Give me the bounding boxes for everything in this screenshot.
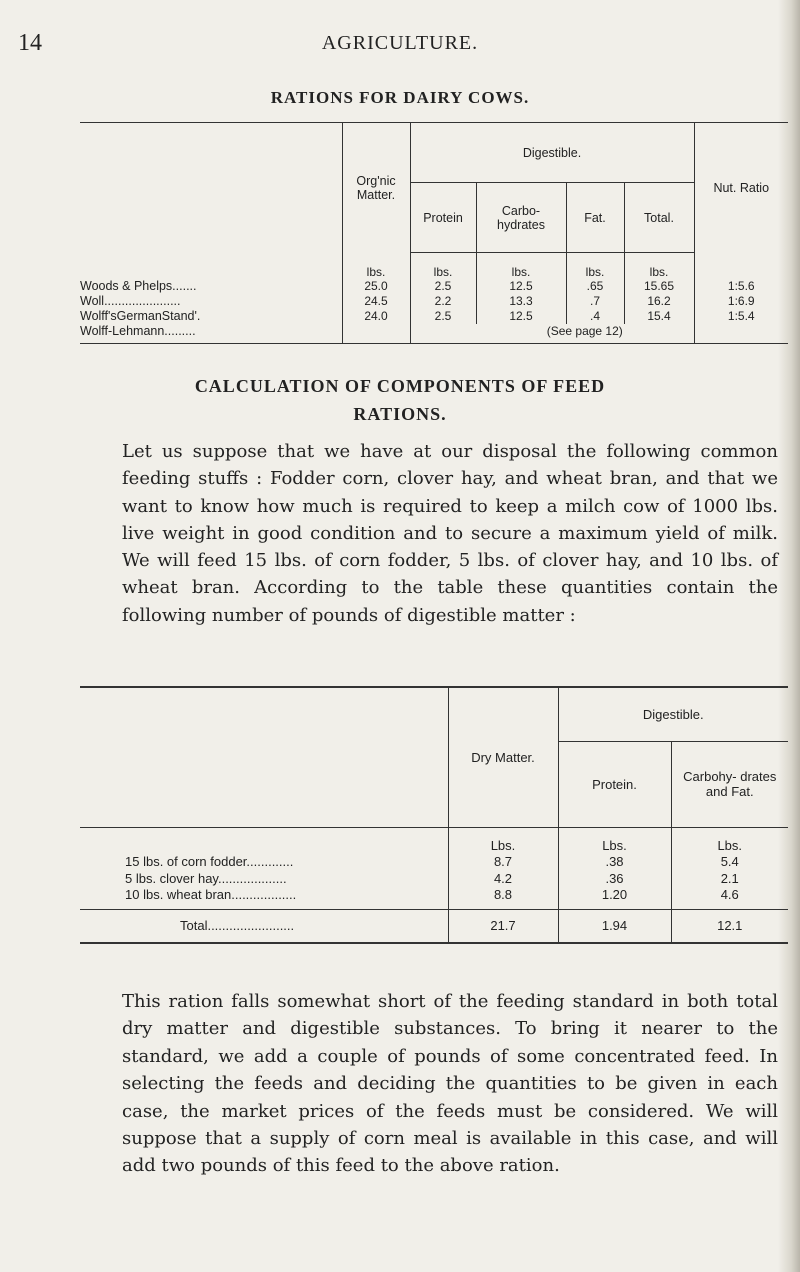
total-dry: 21.7 [448,909,558,943]
running-head [0,30,800,60]
cell-protein: .38 [558,853,671,870]
row-label: 15 lbs. of corn fodder............. [125,854,294,869]
cell-dry: 8.8 [448,887,558,909]
total-label: Total........................ [80,909,448,943]
header-digestible: Digestible. [558,687,788,741]
header-protein: Protein [410,183,476,253]
cell-protein: 2.5 [410,279,476,294]
see-page-note: (See page 12) [476,324,694,344]
header-total: Total. [624,183,694,253]
cell-carbo: 4.6 [671,887,788,909]
header-fat: Fat. [566,183,624,253]
cell-carbo: 2.1 [671,870,788,887]
cell-orgnic: 24.0 [342,309,410,324]
cell-empty [410,324,476,344]
unit-cell: Lbs. [448,827,558,853]
row-label: Woods & Phelps....... [80,279,197,293]
cell-dry: 8.7 [448,853,558,870]
row-label: Woll...................... [80,294,181,308]
cell-fat: .7 [566,294,624,309]
header-nut-ratio: Nut. Ratio [694,123,788,253]
unit-cell: lbs. [566,253,624,279]
cell-ratio: 1:5.6 [694,279,788,294]
cell-carbo: 12.5 [476,309,566,324]
row-label: 10 lbs. wheat bran.................. [125,887,297,902]
header-carbohydrates-fat: Carbohy- drates and Fat. [671,741,788,827]
row-label: Wolff'sGermanStand'. [80,309,201,323]
cell-empty [342,324,410,344]
cell-ratio: 1:6.9 [694,294,788,309]
unit-cell: lbs. [476,253,566,279]
row-label: 5 lbs. clover hay................... [125,871,287,886]
total-carbo: 12.1 [671,909,788,943]
cell-carbo: 5.4 [671,853,788,870]
header-protein: Protein. [558,741,671,827]
digestible-matter-table [80,686,788,944]
cell-orgnic: 24.5 [342,294,410,309]
rations-table [80,122,788,344]
header-dry-matter: Dry Matter. [448,687,558,827]
cell-fat: .65 [566,279,624,294]
unit-cell: lbs. [342,253,410,279]
header-carbohydrates: Carbo- hydrates [476,183,566,253]
cell-dry: 4.2 [448,870,558,887]
cell-protein: 1.20 [558,887,671,909]
section-title-calculation [0,372,800,428]
unit-cell: Lbs. [671,827,788,853]
table2-header-blank [80,687,448,827]
cell-protein: 2.5 [410,309,476,324]
cell-fat: .4 [566,309,624,324]
section-title-rations: RATIONS FOR DAIRY COWS. [270,88,530,107]
units-blank [80,827,448,853]
cell-empty [694,324,788,344]
section-title-line: CALCULATION OF COMPONENTS OF FEED [194,376,606,396]
cell-carbo: 12.5 [476,279,566,294]
cell-orgnic: 25.0 [342,279,410,294]
paragraph-conclusion: This ration falls somewhat short of the feeding standard in both total dry matter and digestible substances. To bring it nearer to the standard, we add a couple of pounds of some concentrated feed. In selecting the feeds and deciding the quantities to be given in each case, the market prices of the feeds must be considered. We will suppose that a supply of corn meal is available in this case, and will add two pounds of this feed to the above ration. [122,991,778,1177]
rations-header-blank [80,123,342,253]
cell-total: 15.4 [624,309,694,324]
unit-cell-blank [694,253,788,279]
running-title: AGRICULTURE. [321,32,479,54]
section-title-line: RATIONS. [353,404,447,424]
units-blank [80,253,342,279]
cell-protein: .36 [558,870,671,887]
header-orgnic-matter: Org'nic Matter. [342,123,410,253]
cell-ratio: 1:5.4 [694,309,788,324]
row-label: Wolff-Lehmann......... [80,324,342,344]
cell-carbo: 13.3 [476,294,566,309]
cell-total: 16.2 [624,294,694,309]
unit-cell: lbs. [624,253,694,279]
cell-total: 15.65 [624,279,694,294]
paragraph-intro: Let us suppose that we have at our disposal the following common feeding stuffs : Fodder corn, clover hay, and wheat bran, and that we want to know how much is required to keep a milch cow of 1000 lbs. live weight in good condition and to secure a maximum yield of milk. We will feed 15 lbs. of corn fodder, 5 lbs. of clover hay, and 10 lbs. of wheat bran. According to the table these quantities contain the following number of pounds of digestible matter : [122,441,778,626]
unit-cell: lbs. [410,253,476,279]
cell-protein: 2.2 [410,294,476,309]
total-protein: 1.94 [558,909,671,943]
unit-cell: Lbs. [558,827,671,853]
header-digestible: Digestible. [410,123,694,183]
page-number: 14 [18,30,42,56]
